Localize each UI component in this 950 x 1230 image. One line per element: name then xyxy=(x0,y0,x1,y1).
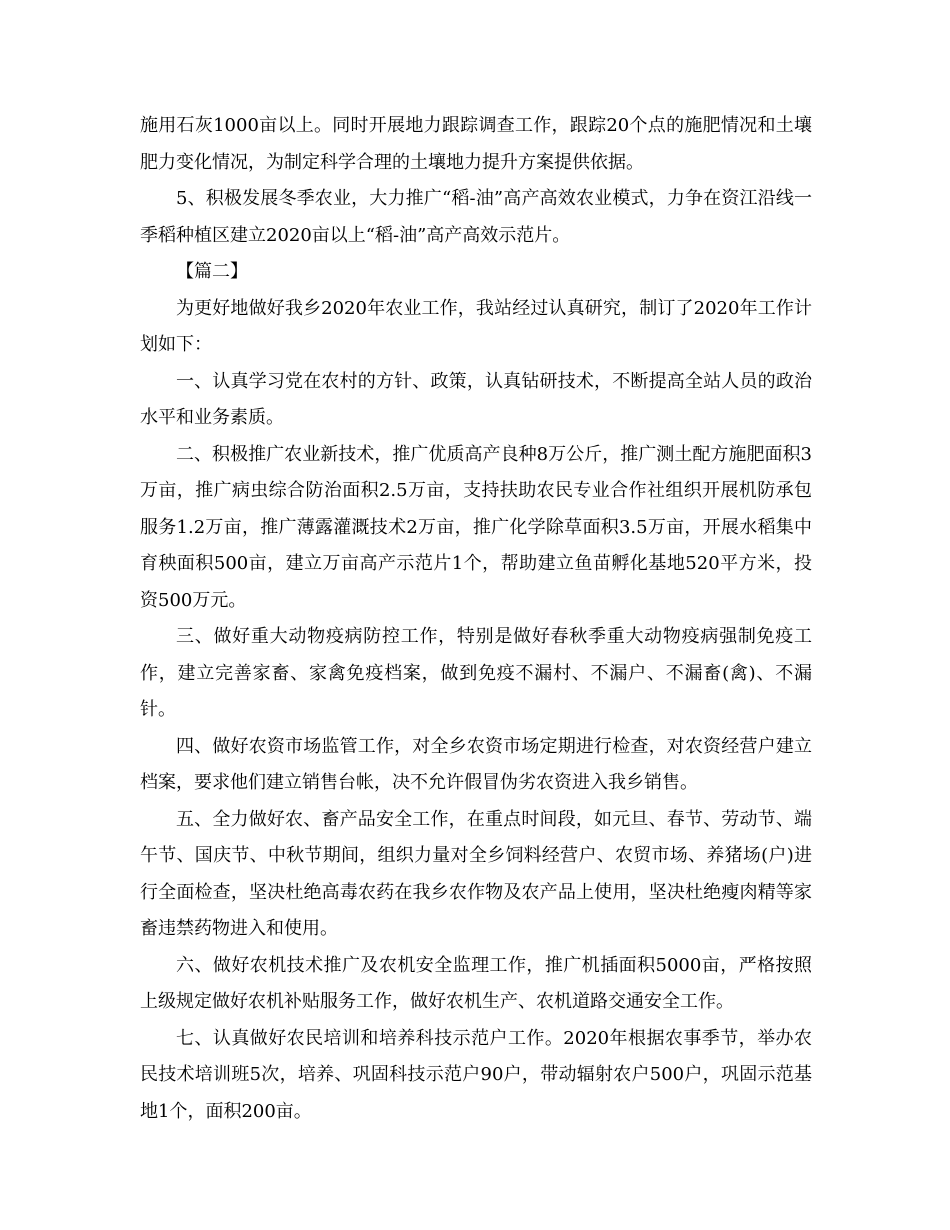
paragraph-continuation: 施用石灰1000亩以上。同时开展地力跟踪调查工作，跟踪20个点的施肥情况和土壤肥力变化情况，为制定科学合理的土壤地力提升方案提供依据。 xyxy=(140,115,812,173)
section-heading-part-two: 【篇二】 xyxy=(176,261,248,282)
paragraph-item-3: 三、做好重大动物疫病防控工作，特别是做好春秋季重大动物疫病强制免疫工作，建立完善家畜、家禽免疫档案，做到免疫不漏村、不漏户、不漏畜(禽)、不漏针。 xyxy=(140,626,812,720)
paragraph-intro: 为更好地做好我乡2020年农业工作，我站经过认真研究，制订了2020年工作计划如下： xyxy=(140,297,812,355)
document-body xyxy=(140,108,812,1130)
paragraph-item-1: 一、认真学习党在农村的方针、政策，认真钻研技术，不断提高全站人员的政治水平和业务素质。 xyxy=(140,370,812,428)
paragraph-item-5: 5、积极发展冬季农业，大力推广“稻-油”高产高效农业模式，力争在资江沿线一季稻种植区建立2020亩以上“稻-油”高产高效示范片。 xyxy=(140,188,812,246)
paragraph-item-7: 七、认真做好农民培训和培养科技示范户工作。2020年根据农事季节，举办农民技术培训班5次，培养、巩固科技示范户90户，带动辐射农户500户，巩固示范基地1个，面积200亩。 xyxy=(140,1027,812,1122)
paragraph-item-6: 六、做好农机技术推广及农机安全监理工作，推广机插面积5000亩，严格按照上级规定做好农机补贴服务工作，做好农机生产、农机道路交通安全工作。 xyxy=(140,954,812,1012)
paragraph-item-4: 四、做好农资市场监管工作，对全乡农资市场定期进行检查，对农资经营户建立档案，要求他们建立销售台帐，决不允许假冒伪劣农资进入我乡销售。 xyxy=(140,735,812,793)
paragraph-item-2: 二、积极推广农业新技术，推广优质高产良种8万公斤，推广测土配方施肥面积3万亩，推广病虫综合防治面积2.5万亩，支持扶助农民专业合作社组织开展机防承包服务1.2万亩，推广薄露灌溉技术2万亩，推广化学除草面积3.5万亩，开展水稻集中育秧面积500亩，建立万亩高产示范片1个，帮助建立鱼苗孵化基地520平方米，投资500万元。 xyxy=(140,443,812,611)
paragraph-item-5-safety: 五、全力做好农、畜产品安全工作，在重点时间段，如元旦、春节、劳动节、端午节、国庆节、中秋节期间，组织力量对全乡饲料经营户、农贸市场、养猪场(户)进行全面检查，坚决杜绝高毒农药在我乡农作物及农产品上使用，坚决杜绝瘦肉精等家畜违禁药物进入和使用。 xyxy=(140,808,812,939)
